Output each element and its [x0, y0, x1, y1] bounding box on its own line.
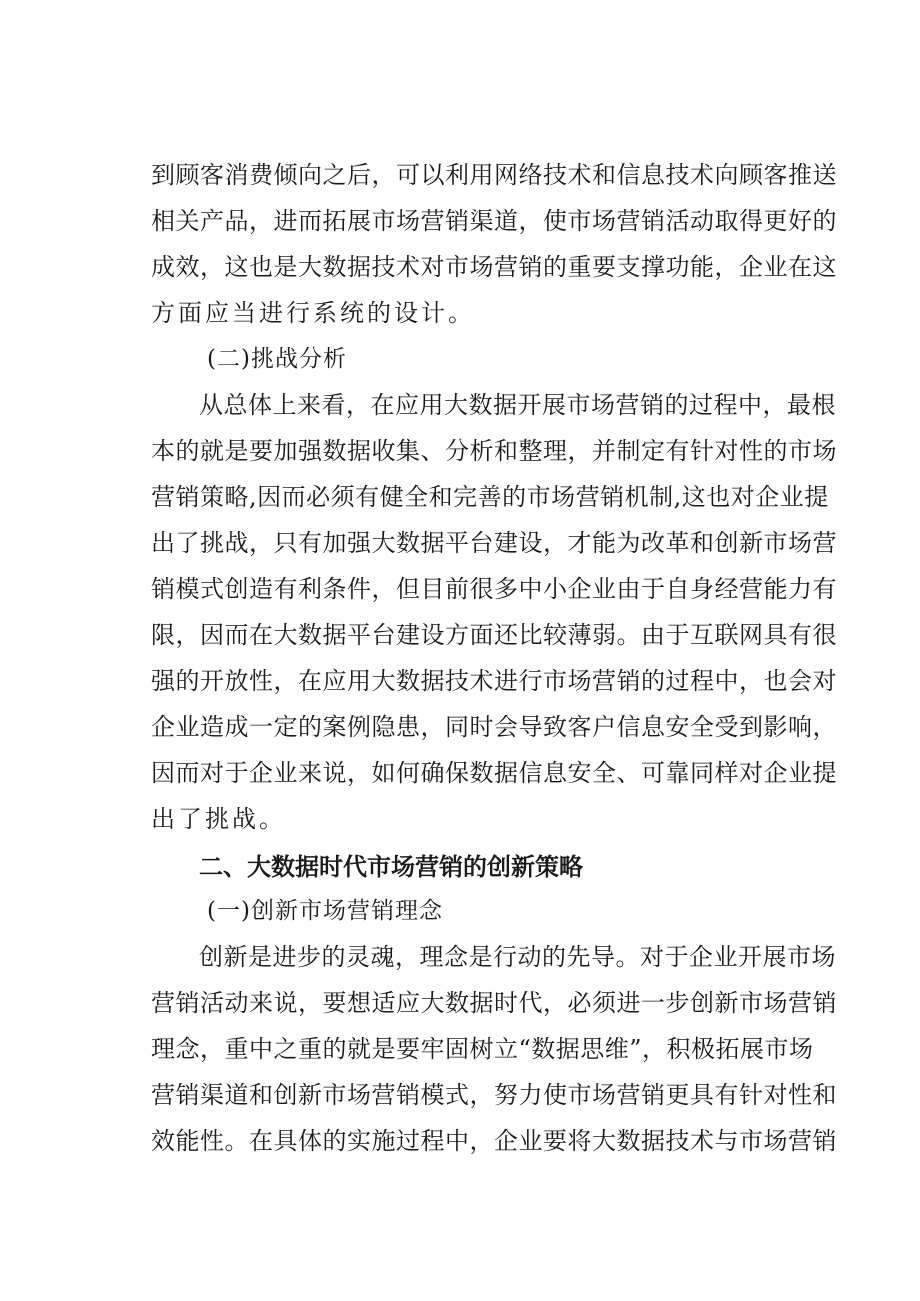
section-subheading-innovate-concept: (一)创新市场营销理念	[207, 898, 443, 924]
text-line: 从总体上来看，在应用大数据开展市场营销的过程中，最根	[199, 391, 836, 419]
paragraph-continuation	[151, 152, 837, 336]
paragraph-innovate-concept	[151, 934, 837, 1164]
text-line: 出了挑战。	[151, 805, 286, 833]
text-line: 企业造成一定的案例隐患，同时会导致客户信息安全受到影响，	[151, 713, 837, 741]
text-line: 创新是进步的灵魂，理念是行动的先导。对于企业开展市场	[199, 943, 836, 971]
text-line: 到顾客消费倾向之后，可以利用网络技术和信息技术向顾客推送	[151, 161, 837, 189]
text-line: 销模式创造有利条件，但目前很多中小企业由于自身经营能力有	[151, 575, 837, 603]
text-line: 本的就是要加强数据收集、分析和整理，并制定有针对性的市场	[151, 437, 837, 465]
text-line: 相关产品，进而拓展市场营销渠道，使市场营销活动取得更好的	[151, 207, 837, 235]
text-line: 方面应当进行系统的设计。	[151, 299, 475, 327]
text-line: 理念，重中之重的就是要牢固树立“数据思维”，积极拓展市场	[151, 1035, 814, 1063]
section-heading-innovation-strategies: 二、大数据时代市场营销的创新策略	[199, 853, 583, 881]
text-line: 营销策略,因而必须有健全和完善的市场营销机制,这也对企业提	[151, 483, 829, 511]
text-line: 强的开放性，在应用大数据技术进行市场营销的过程中，也会对	[151, 667, 837, 695]
text-line: 效能性。在具体的实施过程中，企业要将大数据技术与市场营销	[151, 1127, 837, 1155]
text-line: 出了挑战，只有加强大数据平台建设，才能为改革和创新市场营	[151, 529, 837, 557]
text-line: 营销渠道和创新市场营销模式，努力使市场营销更具有针对性和	[151, 1081, 837, 1109]
text-line: 成效，这也是大数据技术对市场营销的重要支撑功能，企业在这	[151, 253, 837, 281]
paragraph-challenge-analysis	[151, 382, 837, 842]
document-body	[151, 152, 837, 1164]
text-line: 限，因而在大数据平台建设方面还比较薄弱。由于互联网具有很	[151, 621, 837, 649]
text-line: 营销活动来说，要想适应大数据时代，必须进一步创新市场营销	[151, 989, 837, 1017]
section-subheading-challenge-analysis: (二)挑战分析	[207, 346, 347, 372]
text-line: 因而对于企业来说，如何确保数据信息安全、可靠同样对企业提	[151, 759, 837, 787]
